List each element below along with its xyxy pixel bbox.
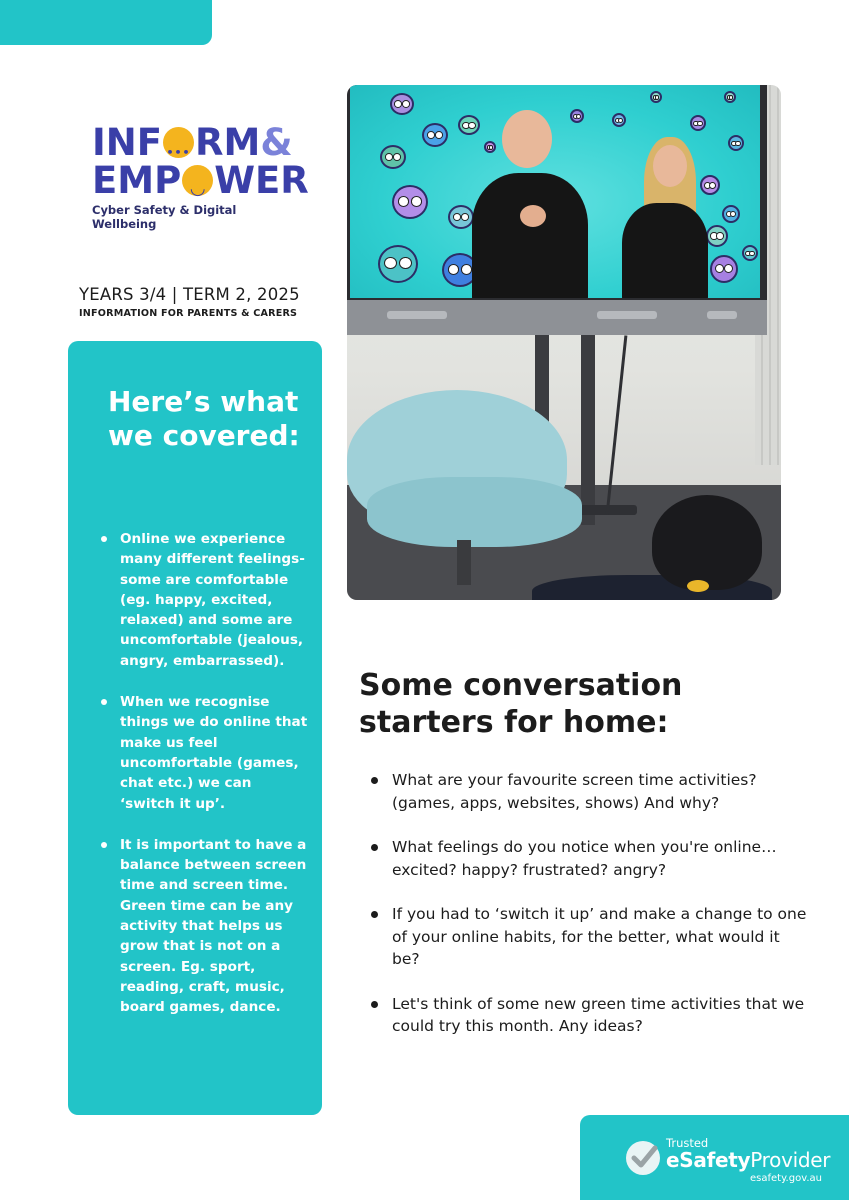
audience-subheading: INFORMATION FOR PARENTS & CARERS [79, 308, 298, 319]
logo-line-1: INF••• RM& [92, 124, 302, 162]
starter-item: What are your favourite screen time activities? (games, apps, websites, shows) And why? [371, 769, 811, 814]
esafety-provider-badge [580, 1115, 849, 1200]
chat-bubble-icon [163, 127, 194, 158]
child-student [652, 495, 762, 590]
starters-list [371, 769, 811, 1060]
badge-url: esafety.gov.au [749, 1173, 822, 1184]
covered-item: Online we experience many different feelings- some are comfortable (eg. happy, excited, relaxed) and some are uncomfortable (jealous, angry, embarrassed). [98, 529, 308, 671]
badge-provider-name: eSafetyProvider [666, 1148, 831, 1172]
covered-title: Here’s what we covered: [108, 385, 300, 452]
covered-panel [68, 341, 322, 1115]
covered-item: It is important to have a balance between screen time and screen time. Green time can be any activity that helps us grow that is not on a screen. Eg. sport, reading, craft, music, board games, dance. [98, 835, 308, 1018]
badge-trusted-label: Trusted [666, 1136, 709, 1150]
inform-empower-logo [92, 121, 309, 231]
display-screen [347, 85, 767, 335]
top-accent-tab [0, 0, 212, 45]
starter-item: Let's think of some new green time activities that we could try this month. Any ideas? [371, 993, 811, 1038]
check-badge-icon [626, 1141, 660, 1175]
term-heading: YEARS 3/4 | TERM 2, 2025 [79, 285, 300, 304]
logo-line-2: EMP◡ WER [92, 162, 302, 200]
smiley-face-icon [182, 165, 213, 196]
starter-item: If you had to ‘switch it up’ and make a change to one of your online habits, for the better, what would it be? [371, 903, 811, 971]
logo-subtitle: Cyber Safety & Digital Wellbeing [92, 203, 237, 231]
starter-item: What feelings do you notice when you're online… excited? happy? frustrated? angry? [371, 836, 811, 881]
covered-item: When we recognise things we do online that make us feel uncomfortable (games, chat etc.) we can ‘switch it up’. [98, 692, 308, 814]
starters-title: Some conversation starters for home: [359, 668, 683, 740]
classroom-photo [347, 85, 781, 600]
covered-list [98, 529, 308, 1039]
